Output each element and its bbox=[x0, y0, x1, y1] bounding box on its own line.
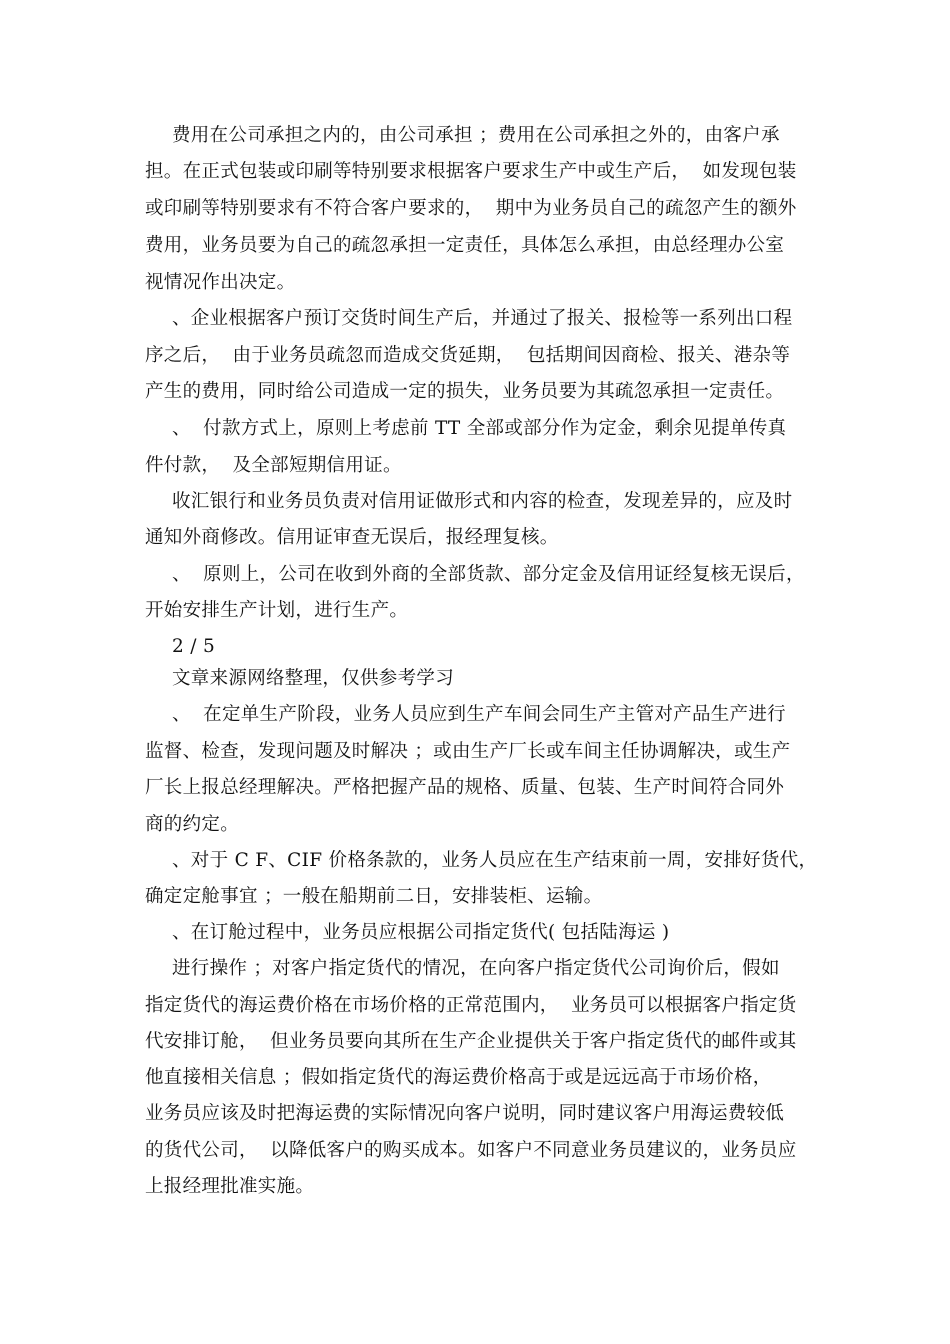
text-line: 产生的费用，同时给公司造成一定的损失，业务员要为其疏忽承担一定责任。 bbox=[145, 381, 785, 402]
text-line: 、对于 C F、CIF 价格条款的，业务人员应在生产结束前一周，安排好货代， bbox=[172, 850, 818, 871]
text-line: 厂长上报总经理解决。严格把握产品的规格、质量、包装、生产时间符合同外 bbox=[145, 777, 785, 798]
text-line: 视情况作出决定。 bbox=[145, 272, 296, 293]
text-line: 、在订舱过程中，业务员应根据公司指定货代( 包括陆海运 ) bbox=[172, 922, 670, 943]
text-line: 的货代公司， 以降低客户的购买成本。如客户不同意业务员建议的，业务员应 bbox=[145, 1140, 797, 1161]
text-line: 或印刷等特别要求有不符合客户要求的， 期中为业务员自己的疏忽产生的额外 bbox=[145, 198, 797, 219]
text-line: 、 在定单生产阶段，业务人员应到生产车间会同生产主管对产品生产进行 bbox=[172, 704, 786, 725]
text-line: 件付款， 及全部短期信用证。 bbox=[145, 455, 402, 476]
text-line: 商的约定。 bbox=[145, 814, 240, 835]
text-line: 收汇银行和业务员负责对信用证做形式和内容的检查，发现差异的，应及时 bbox=[172, 491, 793, 512]
text-line: 、 付款方式上，原则上考虑前 TT 全部或部分作为定金，剩余见提单传真 bbox=[172, 418, 787, 439]
text-line: 代安排订舱， 但业务员要向其所在生产企业提供关于客户指定货代的邮件或其 bbox=[145, 1031, 797, 1052]
text-line: 他直接相关信息 ；假如指定货代的海运费价格高于或是远远高于市场价格， bbox=[145, 1067, 772, 1088]
text-line: 担。在正式包装或印刷等特别要求根据客户要求生产中或生产后， 如发现包装 bbox=[145, 161, 797, 182]
text-line: 开始安排生产计划，进行生产。 bbox=[145, 600, 409, 621]
text-line: 业务员应该及时把海运费的实际情况向客户说明，同时建议客户用海运费较低 bbox=[145, 1103, 785, 1124]
text-line: 确定定舱事宜 ；一般在船期前二日，安排装柜、运输。 bbox=[145, 886, 603, 907]
text-line: 、企业根据客户预订交货时间生产后，并通过了报关、报检等一系列出口程 bbox=[172, 308, 793, 329]
text-line: 通知外商修改。信用证审查无误后，报经理复核。 bbox=[145, 527, 559, 548]
text-line: 上报经理批准实施。 bbox=[145, 1176, 315, 1197]
text-line: 监督、检查，发现问题及时解决 ；或由生产厂长或车间主任协调解决，或生产 bbox=[145, 741, 791, 762]
source-note: 文章来源网络整理，仅供参考学习 bbox=[172, 668, 455, 689]
text-line: 进行操作 ；对客户指定货代的情况，在向客户指定货代公司询价后，假如 bbox=[172, 958, 780, 979]
text-line: 费用，业务员要为自己的疏忽承担一定责任，具体怎么承担，由总经理办公室 bbox=[145, 235, 785, 256]
text-line: 、 原则上，公司在收到外商的全部货款、部分定金及信用证经复核无误后， bbox=[172, 564, 805, 585]
text-line: 指定货代的海运费价格在市场价格的正常范围内， 业务员可以根据客户指定货 bbox=[145, 995, 797, 1016]
text-line: 序之后， 由于业务员疏忽而造成交货延期， 包括期间因商检、报关、港杂等 bbox=[145, 345, 791, 366]
text-line: 费用在公司承担之内的，由公司承担 ；费用在公司承担之外的，由客户承 bbox=[172, 125, 780, 146]
page-number: 2 / 5 bbox=[172, 636, 216, 657]
